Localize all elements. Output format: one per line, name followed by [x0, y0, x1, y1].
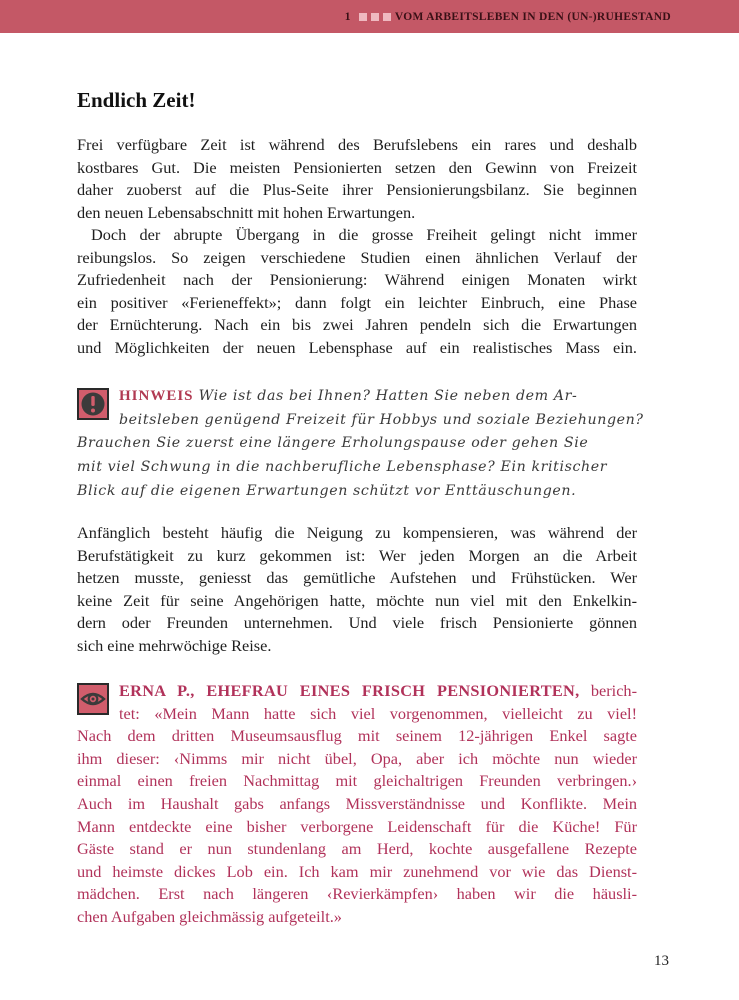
- text-line: tet: «Mein Mann hatte sich viel vorgenommen, vielleicht zu viel!: [119, 703, 637, 723]
- text-line: Berufstätigkeit zu kurz gekommen ist: Wer jeden Morgen an die Arbeit: [77, 545, 637, 565]
- text-line: Doch der abrupte Übergang in die grosse Freiheit gelingt nicht immer: [91, 225, 637, 244]
- running-header: [345, 11, 671, 23]
- text-line: chen Aufgaben gleichmässig aufgeteilt.»: [77, 906, 342, 926]
- text-line: Anfänglich besteht häufig die Neigung zu kompensieren, was während der: [77, 523, 637, 542]
- text-line: kostbares Gut. Die meisten Pensionierten setzen den Gewinn von Freizeit: [77, 157, 637, 177]
- text-line: Mann entdeckte eine bisher verborgene Leidenschaft für die Küche! Für: [77, 816, 637, 836]
- paragraph-3: [77, 522, 637, 658]
- hint-label: HINWEIS: [119, 388, 194, 404]
- decorative-square: [383, 13, 391, 21]
- page-number: 13: [654, 953, 669, 969]
- text-line: einmal einen freien Nachmittag mit gleichaltrigen Freunden verbringen.›: [77, 771, 637, 791]
- decorative-square: [359, 13, 367, 21]
- text-line: Blick auf die eigenen Erwartungen schützt vor Enttäuschungen.: [77, 482, 577, 499]
- story-label: ERNA P., EHEFRAU EINES FRISCH PENSIONIERTEN,: [119, 681, 580, 700]
- paragraph-2: [77, 224, 637, 360]
- chapter-header-band: [0, 0, 739, 33]
- hint-first-line: [77, 385, 637, 409]
- text-line: der Ernüchterung. Nach ein bis zwei Jahren pendeln sich die Erwartungen: [77, 315, 637, 335]
- text-line: ihm dieser: ‹Nimms mir nicht übel, Opa, aber ich möchte nun wieder: [77, 748, 637, 768]
- text-line: Frei verfügbare Zeit ist während des Berufslebens ein rares und deshalb: [77, 135, 637, 154]
- text-line: Wie ist das bei Ihnen? Hatten Sie neben dem Ar-: [198, 388, 578, 404]
- section-title: Endlich Zeit!: [77, 88, 196, 112]
- text-line: Gäste stand er nun stundenlang am Herd, kochte ausgefallene Rezepte: [77, 839, 637, 859]
- text-line: daher zuoberst auf die Plus-Seite ihrer Pensionierungsbilanz. Sie beginnen: [77, 180, 637, 200]
- hint-box: [77, 385, 644, 504]
- text-line: berich-: [590, 681, 637, 700]
- paragraph-1: [77, 134, 637, 224]
- text-line: und Möglichkeiten der neuen Lebensphase auf ein realistisches Mass ein.: [77, 337, 637, 357]
- chapter-number: 1: [344, 11, 351, 23]
- text-line: mit viel Schwung in die nachberufliche Lebensphase? Ein kritischer: [77, 459, 608, 476]
- text-line: den neuen Lebensabschnitt mit hohen Erwartungen.: [77, 202, 416, 222]
- text-line: reibungslos. So zeigen verschiedene Studien einen ähnlichen Verlauf der: [77, 247, 637, 267]
- text-line: und heimste dickes Lob ein. Ich kam mir zunehmend vor wie das Dienst-: [77, 861, 637, 881]
- text-line: mädchen. Erst nach längeren ‹Revierkämpfen› haben wir die häusli-: [77, 884, 637, 904]
- text-line: ein positiver «Ferieneffekt»; dann folgt ein leichter Einbruch, eine Phase: [77, 292, 637, 312]
- text-line: keine Zeit für seine Angehörigen hatte, möchte nun viel mit den Enkelkin-: [77, 590, 637, 610]
- chapter-title: VOM ARBEITSLEBEN IN DEN (UN-)RUHESTAND: [394, 11, 671, 23]
- text-line: beitsleben genügend Freizeit für Hobbys und soziale Beziehungen?: [119, 411, 644, 428]
- story-first-line: [77, 680, 637, 703]
- text-line: Brauchen Sie zuerst eine längere Erholungspause oder gehen Sie: [77, 435, 589, 452]
- text-line: sich eine mehrwöchige Reise.: [77, 635, 272, 655]
- text-line: hetzen musste, geniesst das gemütliche Aufstehen und Frühstücken. Wer: [77, 568, 637, 588]
- testimonial-box: [77, 680, 637, 929]
- text-line: dern oder Freunden unternehmen. Und viele frisch Pensionierte gönnen: [77, 613, 637, 633]
- text-line: Nach dem dritten Museumsausflug mit seinem 12-jährigen Enkel sagte: [77, 726, 637, 746]
- text-line: Auch im Haushalt gabs anfangs Missverständnisse und Konflikte. Mein: [77, 793, 637, 813]
- decorative-square: [371, 13, 379, 21]
- text-line: Zufriedenheit nach der Pensionierung: Während einigen Monaten wirkt: [77, 270, 637, 290]
